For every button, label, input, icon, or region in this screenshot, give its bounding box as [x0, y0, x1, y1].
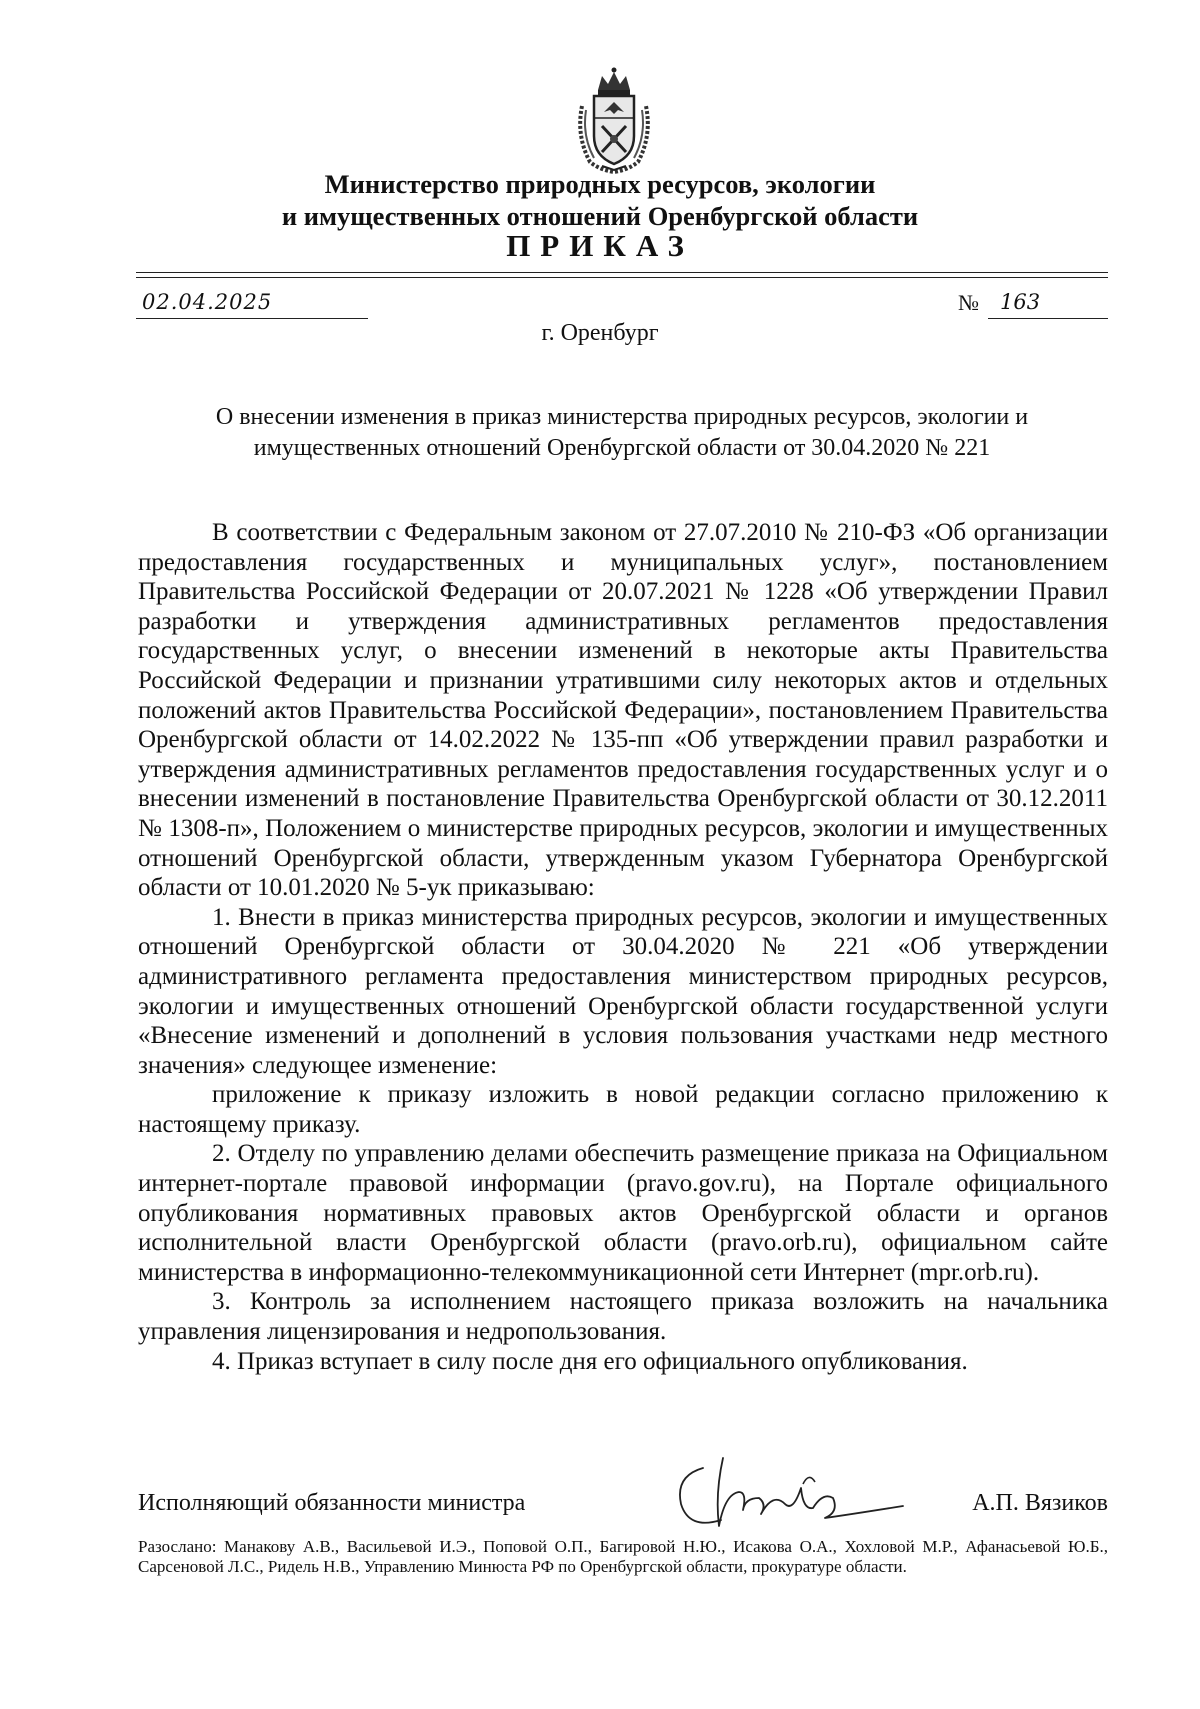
header-divider-top: [136, 272, 1108, 273]
signer-title: Исполняющий обязанности министра: [138, 1490, 526, 1516]
document-number-field: [958, 290, 1108, 318]
signer-name: А.П. Вязиков: [972, 1490, 1108, 1516]
item-1-detail-paragraph: приложение к приказу изложить в новой редакции согласно приложению к настоящему приказу.: [138, 1081, 1108, 1138]
coat-of-arms-icon: [572, 66, 656, 174]
city-name: г. Оренбург: [541, 320, 659, 346]
preamble-paragraph: В соответствии с Федеральным законом от 27.07.2010 № 210-ФЗ «Об организации предоставления государственных и муниципальных услуг», постановлением Правительства Российской Федерации от 20.07.2021 № 1228 «Об утверждении Правил разработки и утверждения административных регламентов предоставления государственных услуг, о внесении изменений в некоторые акты Правительства Российской Федерации и признании утратившими силу некоторых актов и отдельных положений актов Правительства Российской Федерации», постановлением Правительства Оренбургской области от 14.02.2022 № 135-пп «Об утверждении правил разработки и утверждения административных регламентов предоставления государственных услуг и о внесении изменений в постановление Правительства Оренбургской области от 30.12.2011 № 1308-п», Положением о министерстве природных ресурсов, экологии и имущественных отношений Оренбургской области, утвержденным указом Губернатора Оренбургской области от 10.01.2020 № 5-ук приказываю:: [138, 519, 1108, 902]
date-field: [136, 290, 368, 319]
header-divider-bottom: [136, 277, 1108, 278]
handwritten-number: 163: [1000, 290, 1041, 314]
number-label: №: [958, 290, 979, 315]
handwritten-date: 02.04.2025: [142, 290, 273, 314]
order-body: [138, 518, 1108, 1376]
handwritten-signature-icon: [663, 1448, 913, 1538]
item-4-paragraph: 4. Приказ вступает в силу после дня его официального опубликования.: [212, 1347, 968, 1375]
distribution-list: Разослано: Манакову А.В., Васильевой И.Э., Поповой О.П., Багировой Н.Ю., Исакова О.А., Хохловой М.Р., Афанасьевой Ю.Б., Сарсеновой Л.С., Ридель Н.В., Управлению Минюста РФ по Оренбургской области, прокуратуре области.: [138, 1537, 1108, 1576]
signature-block: [138, 1480, 1108, 1540]
org-line-1: Министерство природных ресурсов, экологии: [324, 169, 876, 199]
item-3-paragraph: 3. Контроль за исполнением настоящего приказа возложить на начальника управления лицензирования и недропользования.: [138, 1288, 1108, 1346]
item-2-paragraph: 2. Отделу по управлению делами обеспечить размещение приказа на Официальном интернет-портале правовой информации (pravo.gov.ru), на Портале официального опубликования нормативных правовых актов Оренбургской области и органов исполнительной власти Оренбургской области (pravo.orb.ru), официальном сайте министерства в информационно-телекоммуникационной сети Интернет (mpr.orb.ru).: [138, 1140, 1108, 1286]
item-1-paragraph: 1. Внести в приказ министерства природных ресурсов, экологии и имущественных отношений Оренбургской области от 30.04.2020 № 221 «Об утверждении административного регламента предоставления министерством природных ресурсов, экологии и имущественных отношений Оренбургской области государственной услуги «Внесение изменений и дополнений в условия пользования участками недр местного значения» следующее изменение:: [138, 903, 1108, 1079]
order-subject: О внесении изменения в приказ министерства природных ресурсов, экологии и имущественных отношений Оренбургской области от 30.04.2020 № 221: [215, 404, 1029, 461]
organization-name: [0, 168, 1200, 232]
org-line-2: и имущественных отношений Оренбургской области: [281, 201, 919, 231]
document-type-title: ПРИКАЗ: [506, 228, 694, 263]
number-underline: [988, 290, 1108, 319]
